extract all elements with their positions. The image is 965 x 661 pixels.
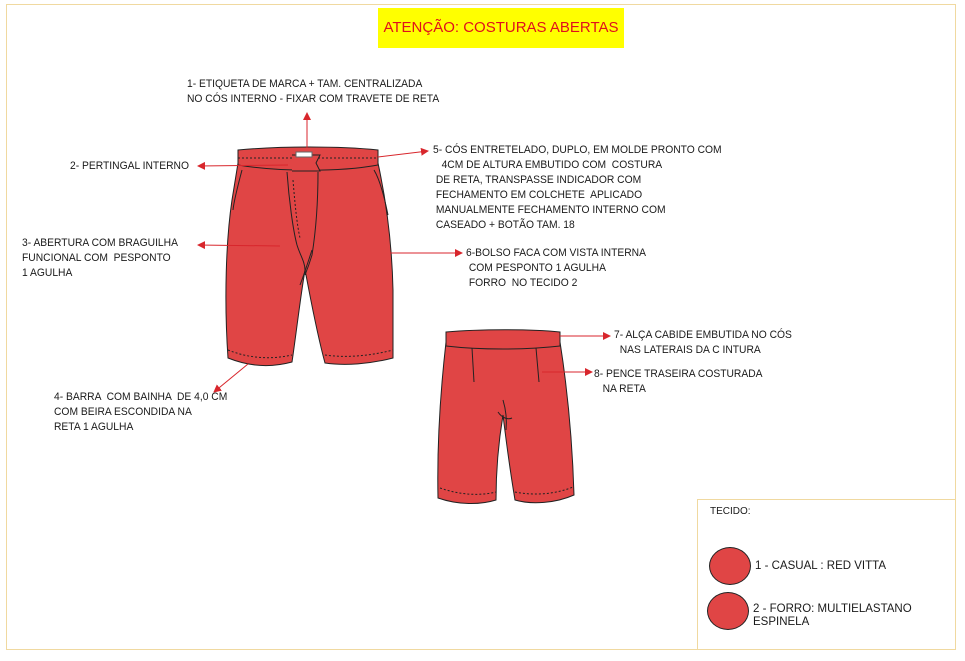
fabric-legend (697, 499, 956, 650)
arrow-5 (378, 151, 428, 157)
note-6-pocket: 6-BOLSO FACA COM VISTA INTERNA COM PESPONTO 1 AGULHA FORRO NO TECIDO 2 (466, 247, 646, 289)
note-8-back-dart: 8- PENCE TRASEIRA COSTURADA NA RETA (594, 368, 763, 395)
note-4-hem: 4- BARRA COM BAINHA DE 4,0 CM COM BEIRA ESCONDIDA NA RETA 1 AGULHA (54, 391, 228, 433)
fabric-swatch-casual (709, 547, 751, 585)
note-1-brand-label: 1- ETIQUETA DE MARCA + TAM. CENTRALIZADA NO CÓS INTERNO - FIXAR COM TRAVETE DE RETA (187, 78, 440, 105)
arrow-4 (214, 364, 248, 392)
legend-title: TECIDO: (710, 506, 751, 517)
note-2-internal-facing: 2- PERTINGAL INTERNO (70, 160, 189, 172)
legend-item-casual: 1 - CASUAL : RED VITTA (755, 560, 886, 572)
warning-banner-text: ATENÇÃO: COSTURAS ABERTAS (383, 19, 619, 36)
note-7-hanger-loop: 7- ALÇA CABIDE EMBUTIDA NO CÓS NAS LATERAIS DA C INTURA (614, 329, 792, 356)
back-waistband (446, 330, 560, 349)
note-5-waistband: 5- CÓS ENTRETELADO, DUPLO, EM MOLDE PRONTO COM 4CM DE ALTURA EMBUTIDO COM COSTURA DE RETA, TRANSPASSE INDICADOR COM FECHAMENTO EM COLCHETE APLICADO MANUALMENTE FECHAMENTO INTERNO COM CASEADO + BOTÃO TAM. 18 (433, 144, 722, 231)
fabric-swatch-lining (707, 592, 749, 630)
note-3-fly-opening: 3- ABERTURA COM BRAGUILHA FUNCIONAL COM PESPONTO 1 AGULHA (22, 237, 178, 279)
front-shorts (226, 147, 393, 365)
back-shorts (438, 330, 574, 504)
legend-item-lining: 2 - FORRO: MULTIELASTANO ESPINELA (753, 603, 912, 628)
